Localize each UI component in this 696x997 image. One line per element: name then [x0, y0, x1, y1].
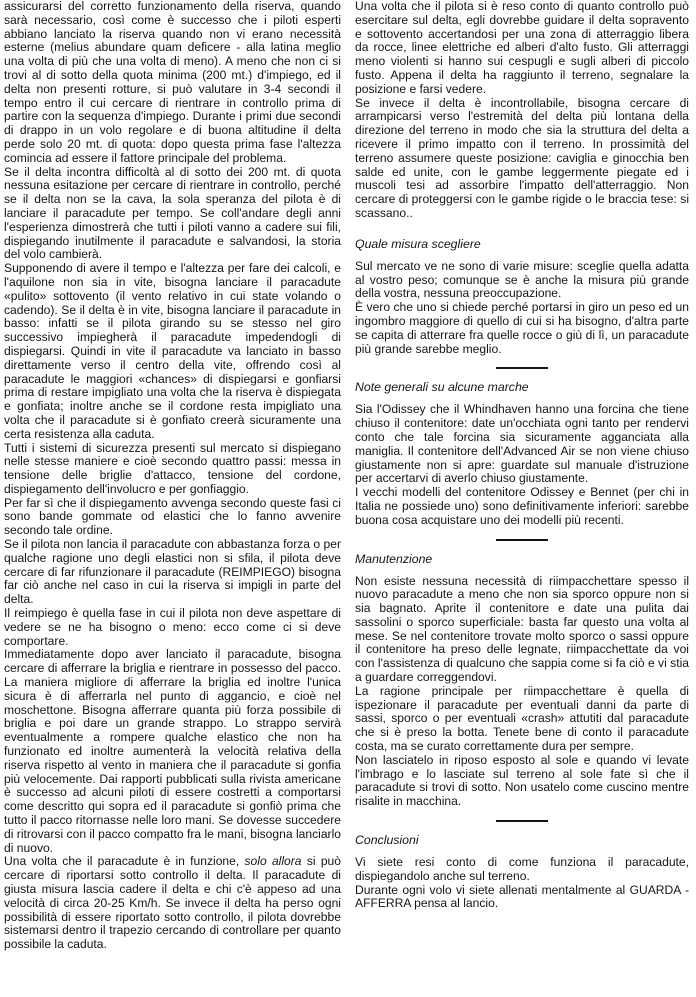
paragraph: È vero che uno si chiede perché portarsi in giro un peso ed un ingombro maggiore di quello di cui si ha bisogno, d'altra parte se capita di atterrare fra quelle rocce o giù di lì, un paracadute più grande sarebbe meglio.: [355, 300, 689, 356]
paragraph: Sia l'Odissey che il Whindhaven hanno una forcina che tiene chiuso il contenitore: date un'occhiata ogni tanto per rendervi conto che tale forcina sia sicuramente agganciata alla maniglia. Il contenitore dell'Advanced Air se non viene chiuso giustamente non si apre: guardate sul manuale d'istruzione per accertarvi di averlo chiuso giustamente.: [355, 402, 689, 486]
paragraph: Vi siete resi conto di come funziona il paracadute, dispiegandolo anche sul terreno.: [355, 855, 689, 883]
paragraph: Il reimpiego è quella fase in cui il pilota non deve aspettare di vedere se ne ha bisogno o meno: ecco come ci si deve comportare.: [4, 606, 341, 648]
paragraph: Non esiste nessuna necessità di riimpacchettare spesso il nuovo paracadute a meno che non sia sporco oppure non si sia bagnato. Aprite il contenitore e date una pulita dai sassolini o sporco superficiale: basta far questo una volta al mese. Se nel contenitore trovate molto sporco o sassi oppure il contenitore ha preso delle legnate, riimpacchettate da voi con l'assistenza di qualcuno che sappia come si fa ciò e vi stia a guardare correggendovi.: [355, 573, 689, 685]
paragraph: Se il delta incontra difficoltà al di sotto dei 200 mt. di quota nessuna esitazione per cercare di rientrare in controllo, perché se il delta non se la cava, la sola speranza del pilota è di lanciare il paracadute per tempo. Se coll'andare degli anni l'esperienza dimostrerà che tutti i piloti vanno a cadere sui fili, dispiegando inutilmente il paracadute e salvandosi, la storia del volo cambierà.: [4, 164, 341, 262]
section-heading: Note generali su alcune marche: [355, 380, 529, 395]
paragraph: Tutti i sistemi di sicurezza presenti sul mercato si dispiegano nelle stesse maniere e cioè secondo quattro passi: messa in tensione delle briglie d'attacco, tensione del cordone, dispiegamento dell'involucro e per gonfiaggio.: [4, 440, 341, 496]
paragraph: La ragione principale per riimpacchettare è quella di ispezionare il paracadute per eventuali danni da parte di sassi, sporco o per eventuali «crash» attutiti dal paracadute che si è preso la botta. Tenete bene di conto il paracadute costa, ma se curato correttamente dura per sempre.: [355, 683, 689, 754]
paragraph: Supponendo di avere il tempo e l'altezza per fare dei calcoli, e l'aquilone non sia in vite, bisogna lanciare il paracadute «pulito» sottovento (il vento relativo in cui state volando o cadendo). Se il delta è in vite, bisogna lanciare il paracadute in basso: infatti se il pilota girando su se stesso nel giro successivo impiegherà il paracadute impedendogli di dispiegarsi. Quindi in vite il paracadute va lanciato in basso direttamente verso il centro della vite, offrendo così al paracadute le maggiori «chances» di dispiegarsi e gonfiarsi prima di restare impigliato una volta che la riserva è dispiegata e gonfiata; inoltre anche se il cordone resta impigliato una volta che il paracadute si è gonfiato creerà sicuramente una certa resistenza alla caduta.: [4, 261, 341, 441]
paragraph: Durante ogni volo vi siete allenati mentalmente al GUARDA - AFFERRA pensa al lancio.: [355, 882, 689, 911]
left-column: [4, 0, 341, 997]
emphasis-text: solo allora: [244, 854, 302, 869]
paragraph-final: [4, 855, 341, 952]
section-divider: [496, 539, 548, 541]
paragraph: Se invece il delta è incontrollabile, bisogna cercare di arrampicarsi verso l'estremità del delta più lontana della direzione del terreno in modo che sia la struttura del delta a ricevere il primo impatto con il terreno. In prossimità del terreno assumere queste posizione: caviglia e ginocchia ben salde ed unite, con le gambe leggermente piegate ed i muscoli tesi ad assorbire l'impatto dell'atterraggio. Non cercare di proteggersi con le gambe rigide o le braccia tese: si scassano..: [355, 95, 689, 220]
section-divider: [496, 820, 548, 822]
section-heading: Manutenzione: [355, 551, 433, 566]
section-divider: [496, 367, 548, 369]
section-heading: Quale misura scegliere: [355, 236, 481, 251]
paragraph: I vecchi modelli del contenitore Odissey e Bennet (per chi in Italia ne possiede uno) sono definitivamente inferiori: sarebbe buona cosa acquistare uno dei modelli più recenti.: [355, 485, 689, 527]
paragraph: Una volta che il pilota si è reso conto di quanto controllo può esercitare sul delta, egli dovrebbe guidare il delta sopravento e sottovento accertandosi per una zona di atterraggio libera da rocce, linee elettriche ed alberi d'alto fusto. Gli atterraggi meno violenti si hanno sui cespugli e sugli alberi di piccolo fusto. Appena il delta ha raggiunto il terreno, segnalare la posizione e farsi vedere.: [355, 0, 689, 96]
paragraph: assicurarsi del corretto funzionamento della riserva, quando sarà necessario, così come è successo che i piloti esperti abbiano lanciato la riserva quando non vi erano necessità esterne (melius abundare quam deficere - alla latina meglio una volta di più che una volta di meno). A meno che non ci si trovi al di sotto della quota minima (200 mt.) d'impiego, ed il delta non presenti rotture, si può valutare in 3-4 secondi il tempo entro il cui cercare di rientrare in controllo prima di partire con la sequenza d'impiego. Durante i primi due secondi di drappo in un volo regolare e di buona altitudine il delta perde solo 20 mt. di quota: dopo questa prima fase l'altezza comincia ad essere il fattore principale del problema.: [4, 0, 341, 165]
paragraph: Non lasciatelo in riposo esposto al sole e quando vi levate l'imbrago e lo lasciate sul terreno al sole fate sì che il paracadute si trovi di sotto. Non usatelo come cuscino mentre risalite in macchina.: [355, 752, 689, 809]
paragraph: Sul mercato ve ne sono di varie misure: sceglie quella adatta al vostro peso; comunque se è anche la misura più grande della vostra, nessuna preoccupazione.: [355, 258, 689, 301]
right-column: [355, 0, 689, 997]
paragraph: Se il pilota non lancia il paracadute con abbastanza forza o per qualche ragione uno degli elastici non si sfila, il pilota deve cercare di far rifunzionare il paracadute (REIMPIEGO) bisogna far ciò anche nel caso in cui la riserva si impigli in parte del delta.: [4, 537, 341, 607]
paragraph: Immediatamente dopo aver lanciato il paracadute, bisogna cercare di afferrare la briglia e rientrare in possesso del pacco. La maniera migliore di afferrare la briglia ed inoltre l'unica sicura è di afferrarla nel punto di aggancio, e cioè nel moschettone. Bisogna afferrare quanta più forza possibile di briglia e poi dare un grande strappo. Lo strappo servirà eventualmente a rompere qualche elastico che non ha funzionato ed inoltre aumenterà la velocità relativa della riserva rispetto al vento in maniera che il paracadute si gonfia più velocemente. Dai rapporti pubblicati sulla rivista americane è successo ad alcuni piloti di essere costretti a comportarsi come descritto qui sopra ed il paracadute si gonfiò prima che tutto il pacco ritornasse nelle loro mani. Se dovesse succedere di ritrovarsi con il pacco compatto fra le mani, bisogna lanciarlo di nuovo.: [4, 647, 341, 855]
section-heading: Conclusioni: [355, 833, 419, 848]
paragraph: Per far sì che il dispiegamento avvenga secondo queste fasi ci sono bande gommate od elastici che lo fanno avvenire secondo tale ordine.: [4, 495, 341, 538]
text-run: si può cercare di riportarsi sotto controllo il delta. Il paracadute di giusta misura lascia cadere il delta e chi c'è appeso ad una velocità di circa 20-25 Km/h. Se invece il delta ha perso ogni possibilità di essere riportato sotto controllo, il pilota dovrebbe sistemarsi dentro il trapezio cercando di controllare per quanto possibile la caduta.: [4, 854, 341, 952]
text-run: Una volta che il paracadute è in funzione,: [4, 854, 245, 869]
